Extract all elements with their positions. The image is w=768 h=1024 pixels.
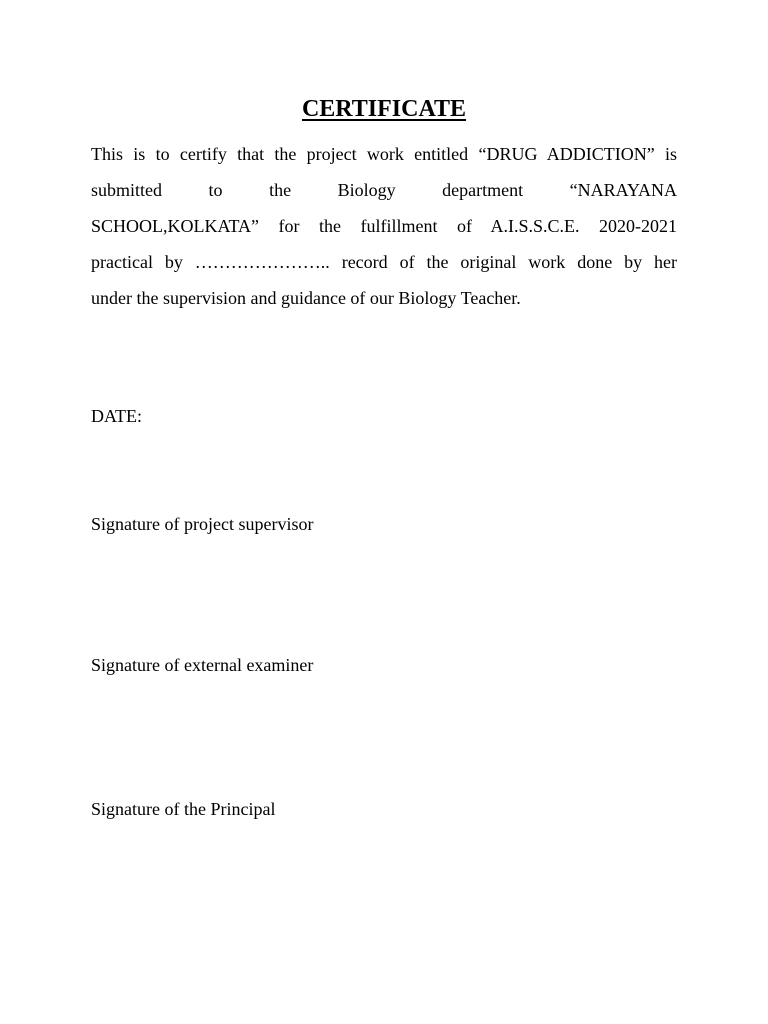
body-line-5 [91,280,677,316]
body-line-3-text: SCHOOL,KOLKATA” for the fulfillment of A.I.S.S.C.E. 2020-2021 [91,216,677,236]
body-line-4 [91,244,677,280]
body-line-3 [91,208,677,244]
body-word: the [269,180,292,200]
body-word: department [442,180,524,200]
body-word: to [208,180,223,200]
certificate-body [91,136,677,316]
body-line-5-text: under the supervision and guidance of our Biology Teacher. [91,288,521,308]
body-line-2 [91,172,677,208]
signature-project-supervisor: Signature of project supervisor [91,514,314,534]
body-line-4-text: practical by ………………….. record of the original work done by her [91,252,677,272]
body-word: Biology [337,180,396,200]
body-line-1-text: This is to certify that the project work entitled “DRUG ADDICTION” is [91,144,677,164]
body-word: submitted [91,180,162,200]
signature-external-examiner: Signature of external examiner [91,655,314,675]
body-line-1 [91,136,677,172]
body-word: “NARAYANA [569,180,677,200]
signature-principal: Signature of the Principal [91,799,276,819]
page-title: CERTIFICATE [301,96,467,122]
date-label: DATE: [91,406,142,426]
